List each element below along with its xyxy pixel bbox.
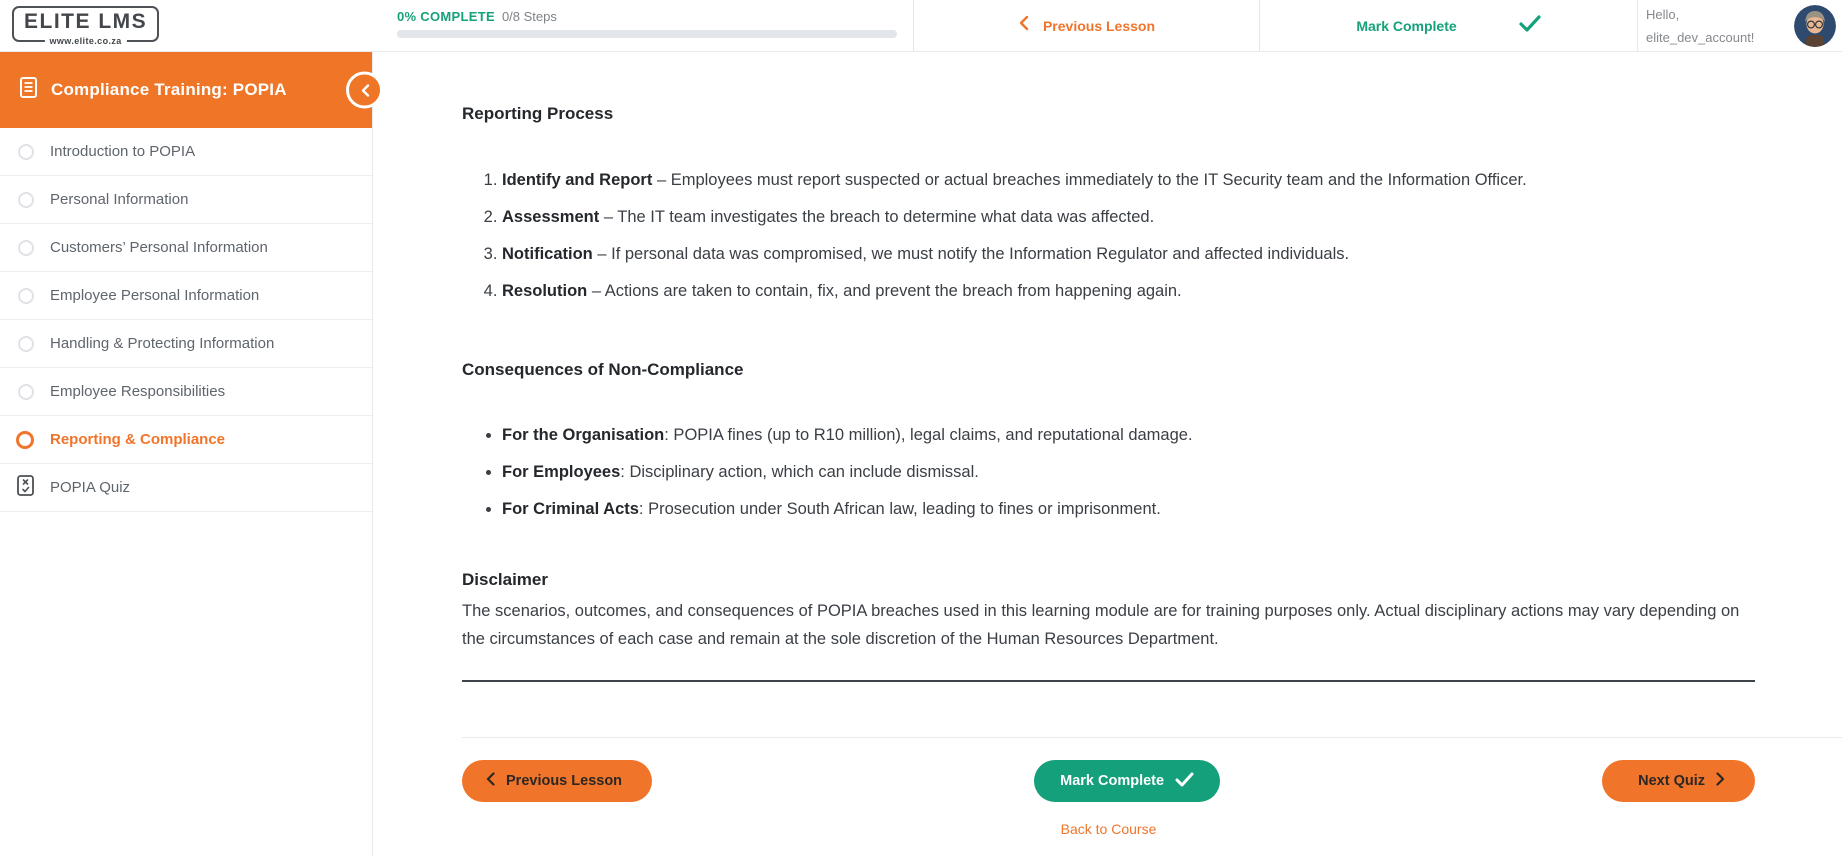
user-greeting-area	[1638, 0, 1842, 51]
section-heading-consequences: Consequences of Non-Compliance	[462, 360, 744, 379]
lesson-status-circle-icon	[18, 192, 34, 208]
user-avatar[interactable]	[1794, 5, 1836, 47]
list-item: 4. Resolution – Actions are taken to contain, fix, and prevent the breach from happening again.	[502, 278, 1755, 304]
logo-title: ELITE LMS	[24, 10, 148, 33]
chevron-left-icon	[1018, 15, 1029, 36]
sidebar-item-handling-protecting-information[interactable]: Handling & Protecting Information	[0, 320, 372, 368]
lesson-status-circle-icon	[16, 431, 34, 449]
list-item: 2. Assessment – The IT team investigates the breach to determine what data was affected.	[502, 204, 1755, 230]
top-bar	[0, 0, 1842, 52]
mark-complete-nav-label: Mark Complete	[1356, 17, 1457, 34]
previous-lesson-nav[interactable]	[914, 0, 1259, 51]
footer-divider	[462, 737, 1842, 738]
lesson-content	[374, 52, 1842, 856]
section-heading-reporting-process: Reporting Process	[462, 104, 614, 123]
lesson-status-circle-icon	[18, 288, 34, 304]
list-item: • For Criminal Acts: Prosecution under South African law, leading to fines or imprisonment.	[502, 496, 1755, 522]
previous-lesson-button[interactable]: Previous Lesson	[462, 760, 652, 802]
logo-url: www.elite.co.za	[44, 36, 126, 46]
content-divider	[462, 680, 1755, 682]
sidebar-item-popia-quiz[interactable]: POPIA Quiz	[0, 464, 372, 512]
progress-percent-label: 0% COMPLETE	[397, 9, 495, 24]
lesson-status-circle-icon	[18, 144, 34, 160]
sidebar-collapse-button[interactable]	[346, 72, 383, 109]
lesson-status-circle-icon	[18, 384, 34, 400]
progress-bar-track	[397, 30, 897, 38]
sidebar-item-introduction-to-popia[interactable]: Introduction to POPIA	[0, 128, 372, 176]
course-progress	[373, 0, 913, 51]
lesson-list	[0, 128, 372, 512]
checkmark-icon	[1519, 15, 1541, 37]
sidebar-item-employee-responsibilities[interactable]: Employee Responsibilities	[0, 368, 372, 416]
section-heading-disclaimer: Disclaimer	[462, 570, 548, 589]
document-icon	[20, 77, 37, 103]
course-title-header	[0, 52, 372, 128]
mark-complete-nav[interactable]	[1260, 0, 1637, 51]
sidebar-item-customers-personal-information[interactable]: Customers’ Personal Information	[0, 224, 372, 272]
elite-lms-logo[interactable]	[12, 6, 159, 46]
back-to-course-container	[462, 821, 1755, 839]
disclaimer-text: The scenarios, outcomes, and consequences of POPIA breaches used in this learning module are for training purposes only. Actual disciplinary actions may vary depending on the circumstances of each case and remain at the sole discretion of the Human Resources Department.	[462, 602, 1740, 648]
reporting-process-list	[462, 167, 1755, 304]
quiz-icon	[17, 475, 34, 501]
list-item: 3. Notification – If personal data was compromised, we must notify the Information Regulator and affected individuals.	[502, 241, 1755, 267]
list-item: • For the Organisation: POPIA fines (up to R10 million), legal claims, and reputational damage.	[502, 422, 1755, 448]
back-to-course-link[interactable]: Back to Course	[1060, 821, 1157, 837]
greeting-line1: Hello,	[1646, 6, 1680, 22]
greeting-line2: elite_dev_account!	[1646, 29, 1755, 45]
user-greeting	[1646, 3, 1754, 49]
lesson-footer-nav	[462, 760, 1755, 802]
sidebar-item-reporting-compliance[interactable]: Reporting & Compliance	[0, 416, 372, 464]
chevron-left-icon	[486, 772, 495, 790]
lesson-status-circle-icon	[18, 240, 34, 256]
sidebar-item-personal-information[interactable]: Personal Information	[0, 176, 372, 224]
lesson-status-circle-icon	[18, 336, 34, 352]
chevron-right-icon	[1716, 772, 1725, 790]
list-item: 1. Identify and Report – Employees must report suspected or actual breaches immediately to the IT Security team and the Information Officer.	[502, 167, 1755, 193]
previous-lesson-nav-label: Previous Lesson	[1042, 17, 1156, 34]
progress-steps-label: 0/8 Steps	[501, 9, 557, 24]
next-quiz-button[interactable]: Next Quiz	[1602, 760, 1755, 802]
consequences-list	[462, 422, 1755, 522]
logo-area	[0, 0, 373, 51]
course-title: Compliance Training: POPIA	[51, 80, 287, 99]
checkmark-icon	[1175, 772, 1194, 791]
sidebar-item-employee-personal-information[interactable]: Employee Personal Information	[0, 272, 372, 320]
mark-complete-button[interactable]: Mark Complete	[1034, 760, 1220, 802]
course-sidebar	[0, 52, 373, 856]
list-item: • For Employees: Disciplinary action, which can include dismissal.	[502, 459, 1755, 485]
